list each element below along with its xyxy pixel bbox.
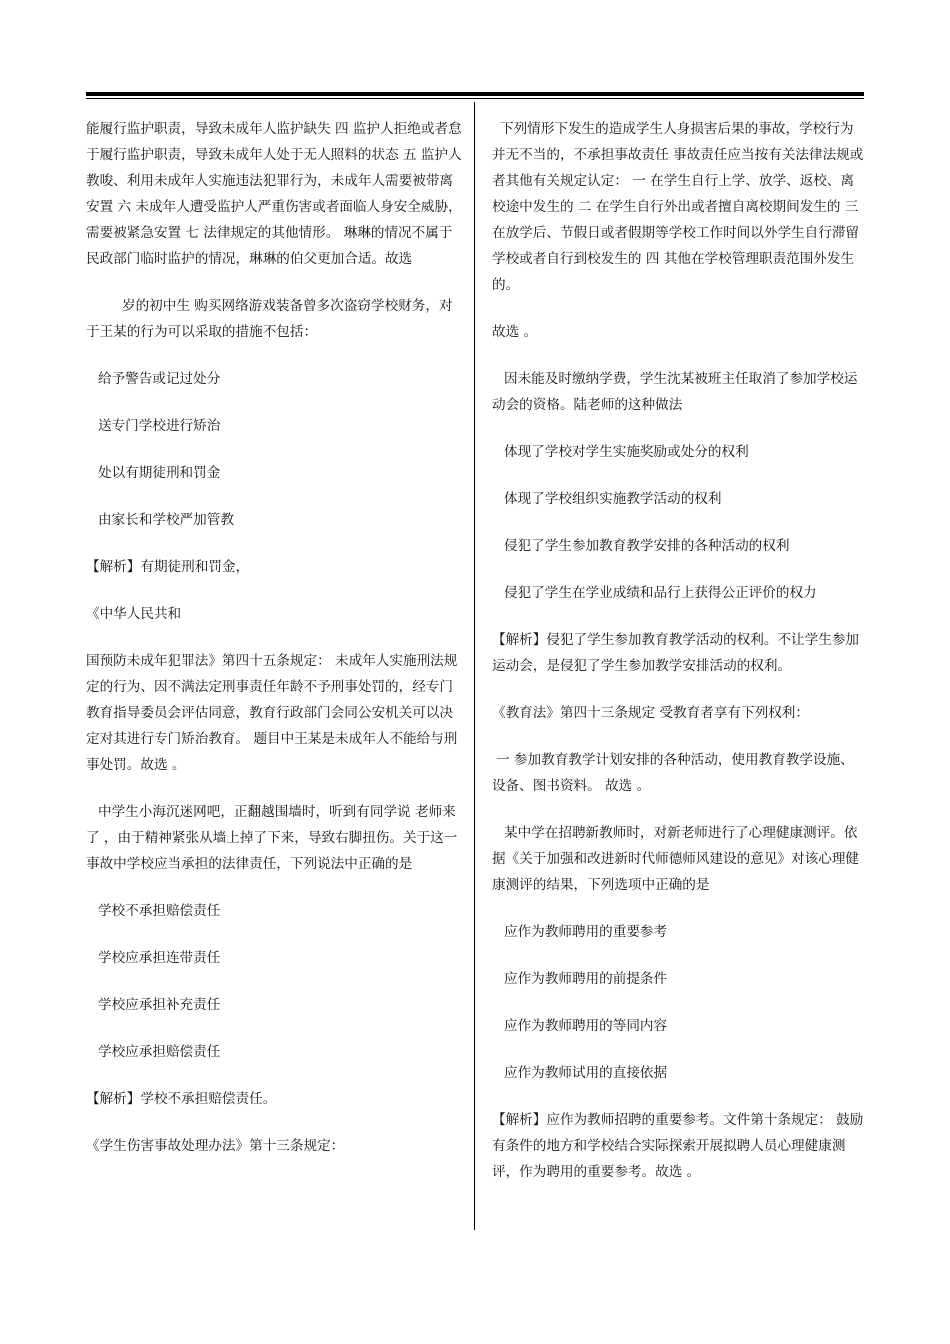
answer-line: 故选 。 xyxy=(492,324,538,340)
option-a: 给予警告或记过处分 xyxy=(98,371,221,387)
analysis-5: 【解析】应作为教师招聘的重要参考。文件第十条规定： 鼓励有条件的地方和学校结合实际探索开展拟聘人员心理健康测评，作为聘用的重要参考。故选 。 xyxy=(492,1112,864,1180)
law-text-paragraph: 下列情形下发生的造成学生人身损害后果的事故，学校行为并无不当的，不承担事故责任 事故责任应当按有关法律法规或者其他有关规定认定： 一 在学生自行上学、放学、返校、离校途中发生的 二 在学生自行外出或者擅自离校期间发生的 三 在放学后、节假日或者假期等学校工作时间以外学生自行滞留学校或者自行到校发生的 四 其他在学校管理职责范围外发生的。 xyxy=(492,121,864,293)
option-d: 应作为教师试用的直接依据 xyxy=(504,1065,668,1081)
analysis-3: 【解析】学校不承担赔偿责任。 xyxy=(86,1091,277,1107)
option-b: 学校应承担连带责任 xyxy=(98,950,221,966)
option-c: 学校应承担补充责任 xyxy=(98,997,221,1013)
option-b: 送专门学校进行矫治 xyxy=(98,418,221,434)
analysis-4: 【解析】侵犯了学生参加教育教学活动的权利。不让学生参加运动会，是侵犯了学生参加教学安排活动的权利。 xyxy=(492,632,860,674)
column-divider xyxy=(474,102,475,1230)
right-column xyxy=(492,116,866,1185)
option-a: 学校不承担赔偿责任 xyxy=(98,903,221,919)
law-citation-2a: 《中华人民共和 xyxy=(86,606,182,622)
option-b: 应作为教师聘用的前提条件 xyxy=(504,971,668,987)
question-stem-5: 某中学在招聘新教师时，对新老师进行了心理健康测评。依据《关于加强和改进新时代师德师风建设的意见》对该心理健康测评的结果，下列选项中正确的是 xyxy=(492,825,860,893)
option-d: 由家长和学校严加管教 xyxy=(98,512,234,528)
law-citation-3: 《学生伤害事故处理办法》第十三条规定： xyxy=(86,1138,345,1154)
continued-paragraph: 能履行监护职责，导致未成年人监护缺失 四 监护人拒绝或者怠于履行监护职责，导致未成年人处于无人照料的状态 五 监护人教唆、利用未成年人实施违法犯罪行为，未成年人需要被带离安置 六 未成年人遭受监护人严重伤害或者面临人身安全威胁，需要被紧急安置 七 法律规定的其他情形。 琳琳的情况不属于民政部门临时监护的情况，琳琳的伯父更加合适。故选 xyxy=(86,121,462,267)
question-stem-3: 中学生小海沉迷网吧，正翻越围墙时，听到有同学说 老师来了 ，由于精神紧张从墙上掉了下来，导致右脚扭伤。关于这一事故中学校应当承担的法律责任，下列说法中正确的是 xyxy=(86,804,458,872)
option-a: 体现了学校对学生实施奖励或处分的权利 xyxy=(504,444,749,460)
option-c: 侵犯了学生参加教育教学安排的各种活动的权利 xyxy=(504,538,790,554)
option-c: 处以有期徒刑和罚金 xyxy=(98,465,221,481)
law-item-4: 一 参加教育教学计划安排的各种活动，使用教育教学设施、设备、图书资料。 故选 。 xyxy=(492,752,854,794)
header-rule-thick xyxy=(86,92,864,96)
option-d: 学校应承担赔偿责任 xyxy=(98,1044,221,1060)
option-c: 应作为教师聘用的等同内容 xyxy=(504,1018,668,1034)
law-citation-2b: 国预防未成年犯罪法》第四十五条规定： 未成年人实施刑法规定的行为、因不满法定刑事责任年龄不予刑事处罚的，经专门教育指导委员会评估同意，教育行政部门会同公安机关可以决定对其进行专门矫治教育。 题目中王某是未成年人不能给与刑事处罚。故选 。 xyxy=(86,653,458,773)
left-column xyxy=(86,116,462,1159)
option-b: 体现了学校组织实施教学活动的权利 xyxy=(504,491,722,507)
option-d: 侵犯了学生在学业成绩和品行上获得公正评价的权力 xyxy=(504,585,817,601)
question-stem-4: 因未能及时缴纳学费，学生沈某被班主任取消了参加学校运动会的资格。陆老师的这种做法 xyxy=(492,371,858,413)
question-stem-2: 岁的初中生 购买网络游戏装备曾多次盗窃学校财务，对于王某的行为可以采取的措施不包括： xyxy=(86,298,453,340)
header-rule-thin xyxy=(86,98,864,99)
option-a: 应作为教师聘用的重要参考 xyxy=(504,924,668,940)
analysis-2: 【解析】有期徒刑和罚金， xyxy=(86,559,250,575)
law-citation-4: 《教育法》第四十三条规定 受教育者享有下列权利： xyxy=(492,705,809,721)
